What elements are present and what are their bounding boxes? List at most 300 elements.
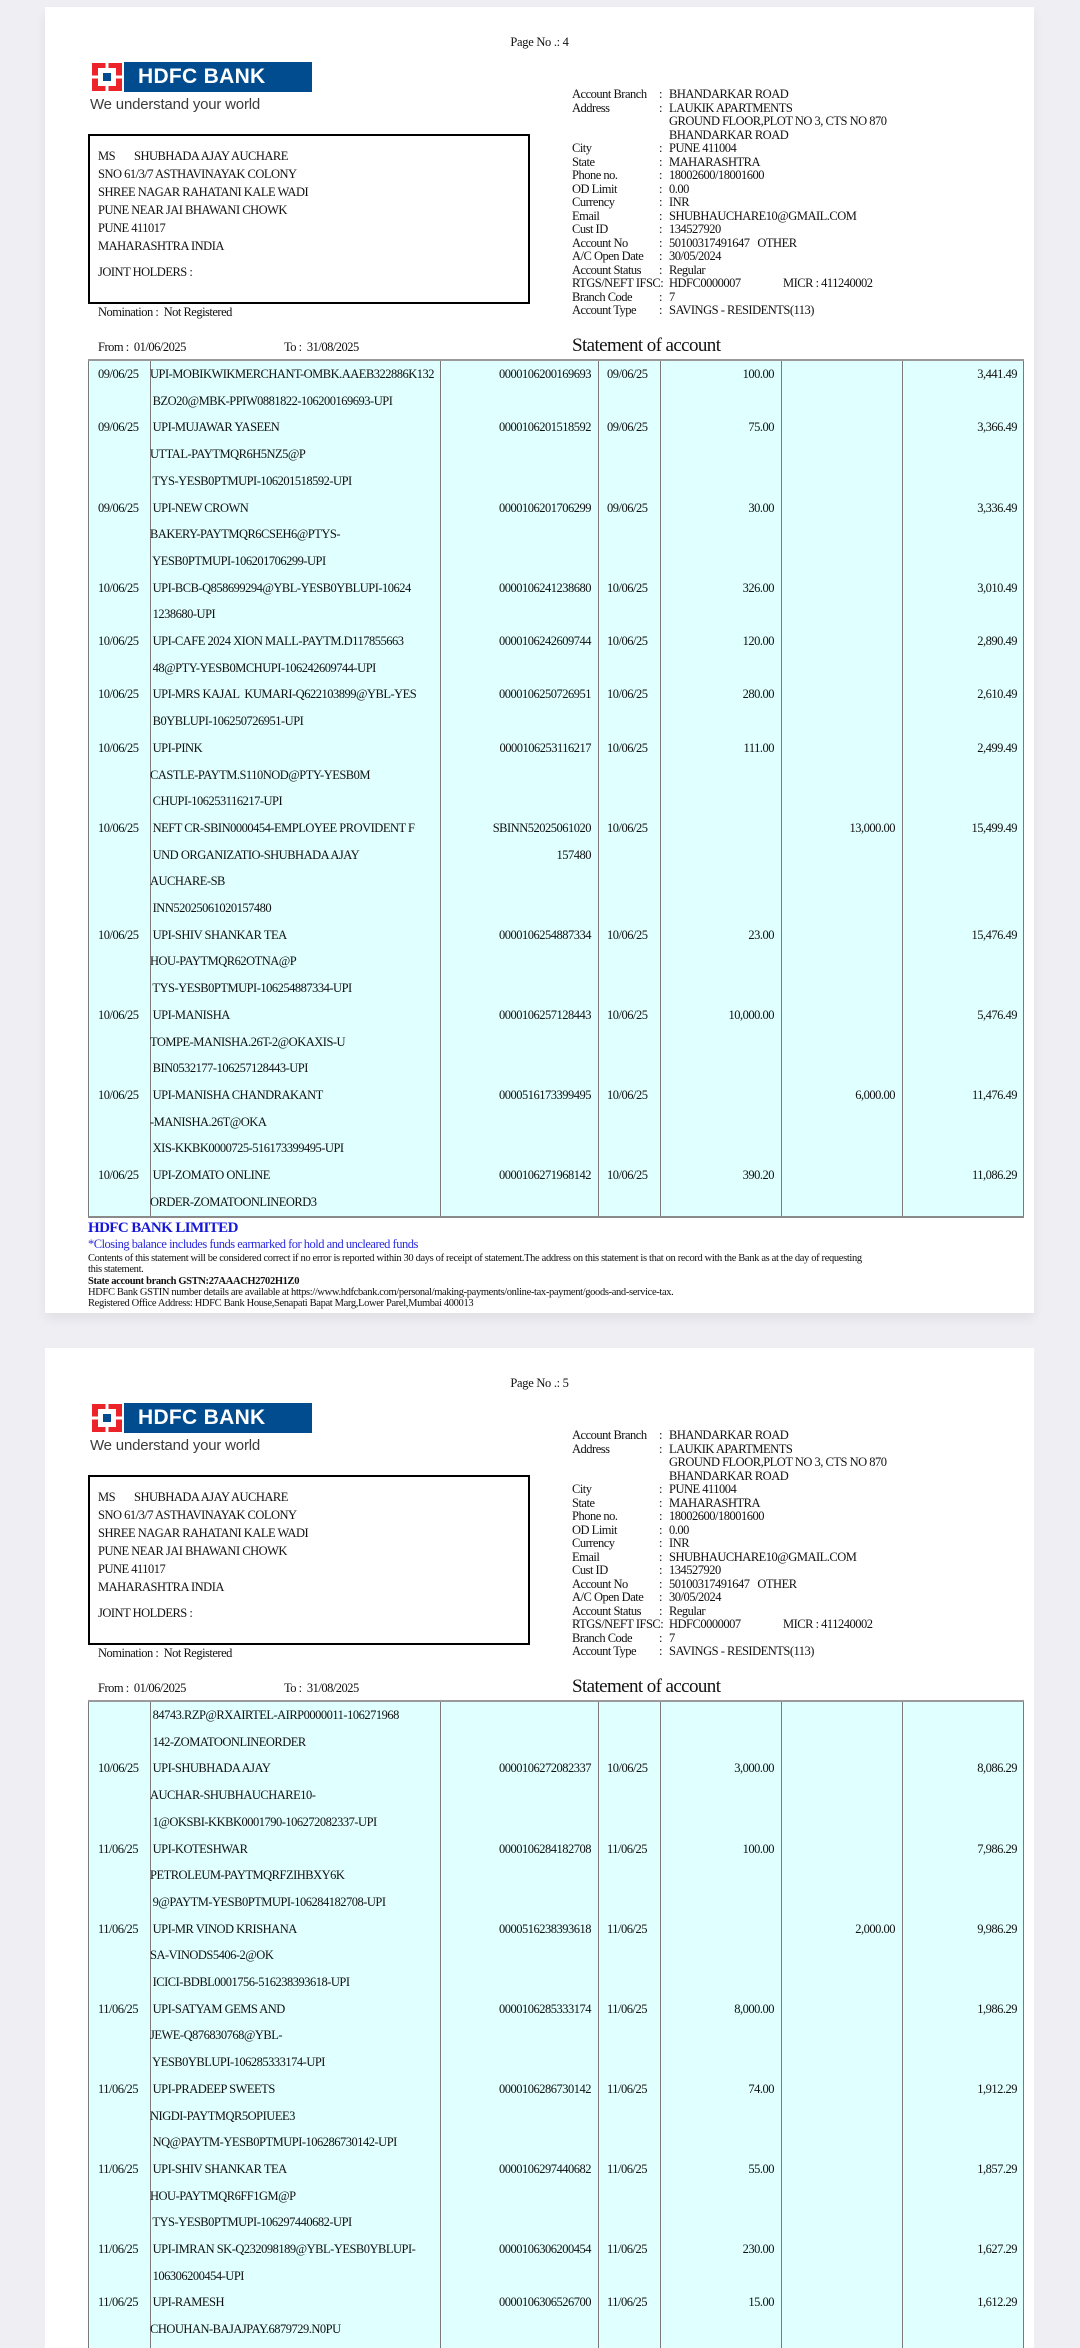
colon: : [659,1603,662,1618]
account-info-label: Account No [572,1576,628,1591]
txn-date: 10/06/25 [98,1007,139,1022]
ref-line: SBINN52025061020 [492,820,591,835]
colon: : [659,1590,662,1604]
txn-narration [150,2289,440,2342]
txn-ref-no [440,414,598,494]
account-info-label: Account Type [572,1644,637,1658]
narration-line: UPI-IMRAN SK-Q232098189@YBL-YESB0YBLUPI- [150,2242,416,2257]
account-info-value: INR [669,1536,690,1550]
colon: : [659,1630,662,1645]
account-info-label: Email [572,208,600,223]
narration-line: UPI-BCB-Q858699294@YBL-YESB0YBLUPI-10624 [150,580,411,595]
txn-deposit [781,495,902,575]
txn-balance: 2,890.49 [977,634,1017,649]
transaction-row[interactable] [88,495,1024,575]
narration-line: UTTAL-PAYTMQR6H5NZ5@P [150,447,306,462]
txn-date: 10/06/25 [98,687,139,702]
txn-date: 09/06/25 [98,367,139,381]
ref-line: 0000106306526700 [499,2295,591,2310]
colon: : [659,1509,662,1523]
txn-ref-no [440,575,598,628]
narration-line: ICICI-BDBL0001756-516238393618-UPI [150,1975,350,1990]
txn-balance: 1,857.29 [977,2161,1017,2176]
colon: : [659,87,662,101]
joint-holders: JOINT HOLDERS : [98,1606,193,1620]
colon: : [659,262,662,277]
txn-ref-no [440,2156,598,2236]
ref-line: 0000516238393618 [499,1921,591,1936]
ref-line: 0000106253116217 [499,740,591,755]
address-line: SNO 61/3/7 ASTHAVINAYAK COLONY [98,167,297,181]
txn-value-date: 10/06/25 [607,580,648,595]
transaction-row[interactable] [88,414,1024,494]
transaction-row[interactable] [88,2156,1024,2236]
period-to: To : 31/08/2025 [284,340,359,354]
account-info-value: SAVINGS - RESIDENTS(113) [669,303,814,317]
narration-line: UPI-NEW CROWN [150,500,249,515]
txn-value-date [598,1702,660,1755]
micr-code: MICR : 411240002 [783,1617,873,1631]
narration-line: BZO20@MBK-PPIW0881822-106200169693-UPI [150,393,393,408]
customer-address-box [88,1475,530,1645]
txn-date: 10/06/25 [98,820,139,835]
transaction-row[interactable] [88,1836,1024,1916]
txn-withdrawal: 390.20 [742,1168,774,1183]
ref-line: 0000106201706299 [499,500,591,515]
narration-line: NIGDI-PAYTMQR5OPIUEE3 [150,2108,295,2123]
txn-ref-no [440,2289,598,2342]
narration-line: TYS-YESB0PTMUPI-106201518592-UPI [150,473,352,488]
account-info-label: State [572,154,595,169]
txn-balance: 11,086.29 [971,1168,1017,1183]
account-info-value: GROUND FLOOR,PLOT NO 3, CTS NO 870 [669,114,887,128]
txn-date [88,1702,150,1755]
txn-balance: 8,086.29 [977,1761,1017,1776]
transaction-row[interactable] [88,1755,1024,1835]
txn-value-date: 10/06/25 [607,687,648,702]
txn-narration [150,1002,440,1082]
txn-value-date: 11/06/25 [607,2161,647,2176]
salutation: MS [98,1490,116,1504]
account-info-value: PUNE 411004 [669,1482,737,1496]
tagline: We understand your world [90,1437,261,1454]
transaction-row[interactable] [88,575,1024,628]
narration-line: JEWE-Q876830768@YBL- [150,2028,283,2043]
colon: : [659,222,662,236]
txn-withdrawal: 30.00 [748,500,774,515]
colon: : [659,154,662,169]
txn-narration [150,1162,440,1215]
colon: : [659,168,662,182]
statement-footer [88,1219,1008,1309]
address-line: SHREE NAGAR RAHATANI KALE WADI [98,185,309,199]
txn-withdrawal [660,1082,781,1162]
account-info-value: 50100317491647 OTHER [669,1576,797,1591]
hdfc-bank-logo [90,62,312,92]
ref-line: 157480 [556,847,591,862]
txn-value-date: 11/06/25 [607,1841,647,1856]
transaction-row[interactable] [88,361,1024,414]
narration-line: XIS-KKBK0000725-516173399495-UPI [150,1141,344,1156]
narration-line: B0YBLUPI-106250726951-UPI [150,714,304,729]
txn-balance: 3,010.49 [977,580,1017,595]
account-info-value: Regular [669,1603,706,1618]
narration-line: 9@PAYTM-YESB0PTMUPI-106284182708-UPI [150,1894,386,1909]
txn-withdrawal: 15.00 [748,2295,774,2310]
transaction-row[interactable] [88,2289,1024,2342]
txn-deposit [781,1702,902,1755]
txn-ref-no [440,735,598,815]
txn-balance: 1,627.29 [977,2242,1017,2257]
tagline: We understand your world [90,96,261,113]
txn-date: 10/06/25 [98,1168,139,1183]
account-info-label: Phone no. [572,1509,618,1523]
account-info-value: 30/05/2024 [669,1590,721,1604]
account-info-value: PUNE 411004 [669,141,737,155]
txn-ref-no [440,1916,598,1996]
txn-ref-no [440,1836,598,1916]
narration-line: 48@PTY-YESB0MCHUPI-106242609744-UPI [150,660,376,675]
transaction-row[interactable] [88,815,1024,922]
txn-balance: 11,476.49 [971,1087,1017,1102]
txn-balance: 1,986.29 [977,2001,1017,2016]
account-info-label: Address [572,100,610,115]
transaction-row[interactable] [88,681,1024,734]
colon: : [659,235,662,250]
ref-line: 0000106250726951 [499,687,591,702]
txn-ref-no [440,495,598,575]
narration-line: YESB0YBLUPI-106285333174-UPI [150,2055,325,2070]
txn-balance: 15,476.49 [971,927,1017,942]
txn-ref-no [440,628,598,681]
txn-withdrawal: 120.00 [742,634,774,649]
account-info-value: BHANDARKAR ROAD [669,1468,789,1483]
narration-line: UPI-MANISHA [150,1007,230,1022]
colon: : [659,100,662,115]
txn-deposit [781,681,902,734]
account-info-label: Phone no. [572,168,618,182]
txn-withdrawal: 111.00 [743,740,774,755]
txn-narration [150,681,440,734]
nomination: Nomination : Not Registered [98,1646,232,1660]
colon: : [659,1549,662,1564]
account-info-label: City [572,1482,592,1496]
txn-balance: 1,912.29 [977,2081,1017,2096]
txn-value-date: 09/06/25 [607,367,648,381]
transaction-row[interactable] [88,2236,1024,2289]
statement-page [45,1348,1034,2348]
txn-withdrawal: 74.00 [748,2081,774,2096]
narration-line: SA-VINODS5406-2@OK [150,1948,274,1963]
account-info-label: Cust ID [572,222,608,236]
txn-value-date: 10/06/25 [607,927,648,942]
colon: : [659,1536,662,1550]
narration-line: NQ@PAYTM-YESB0PTMUPI-106286730142-UPI [150,2135,397,2150]
transaction-row[interactable] [88,1082,1024,1162]
txn-withdrawal: 23.00 [748,927,774,942]
txn-value-date: 10/06/25 [607,1168,648,1183]
account-info-value: SHUBHAUCHARE10@GMAIL.COM [669,1549,857,1564]
txn-date: 11/06/25 [98,2161,138,2176]
txn-ref-no [440,1002,598,1082]
colon: : [659,208,662,223]
disclaimer: this statement. [88,1264,144,1276]
transaction-row[interactable] [88,1002,1024,1082]
txn-balance: 15,499.49 [971,820,1017,835]
transaction-row[interactable] [88,1162,1024,1215]
txn-deposit: 13,000.00 [849,820,895,835]
txn-withdrawal: 100.00 [742,1841,774,1856]
txn-ref-no [440,2236,598,2289]
narration-line: UPI-MANISHA CHANDRAKANT [150,1087,323,1102]
narration-line: UPI-PRADEEP SWEETS [150,2081,275,2096]
narration-line: CHOUHAN-BAJAJPAY.6879729.N0PU [150,2322,341,2337]
account-info-value: LAUKIK APARTMENTS [669,100,793,115]
txn-withdrawal: 280.00 [742,687,774,702]
account-info-label: A/C Open Date [572,249,644,263]
colon: : [659,1441,662,1456]
colon: : [659,303,662,317]
narration-line: UPI-CAFE 2024 XION MALL-PAYTM.D117855663 [150,634,404,649]
address-line: SNO 61/3/7 ASTHAVINAYAK COLONY [98,1508,297,1522]
narration-line: UPI-ZOMATO ONLINE [150,1168,270,1183]
txn-value-date: 11/06/25 [607,2295,647,2310]
transaction-row[interactable] [88,1916,1024,1996]
account-info-label: Branch Code [572,1630,633,1645]
txn-ref-no [440,361,598,414]
transaction-row[interactable] [88,628,1024,681]
customer-name: SHUBHADA AJAY AUCHARE [134,1490,288,1504]
account-info-value: SHUBHAUCHARE10@GMAIL.COM [669,208,857,223]
account-info-label: City [572,141,592,155]
txn-value-date: 10/06/25 [607,740,648,755]
statement-page [45,7,1034,1313]
colon: : [659,1644,662,1658]
txn-value-date: 10/06/25 [607,1087,648,1102]
statement-title: Statement of account [572,1676,721,1697]
narration-line: UPI-MOBIKWIKMERCHANT-OMBK.AAEB322886K132 [150,367,435,381]
txn-narration [150,815,440,922]
logo-text: HDFC BANK [138,65,266,88]
txn-balance: 5,476.49 [977,1007,1017,1022]
txn-date: 11/06/25 [98,1841,138,1856]
txn-narration [150,2156,440,2236]
txn-value-date: 10/06/25 [607,1761,648,1776]
narration-line: UPI-MRS KAJAL KUMARI-Q622103899@YBL-YES [150,687,417,702]
narration-line: UPI-SHIV SHANKAR TEA [150,927,287,942]
narration-line: UPI-MUJAWAR YASEEN [150,420,280,435]
colon: : [659,289,662,304]
txn-withdrawal: 55.00 [748,2161,774,2176]
page-number: Page No .: 4 [510,35,569,49]
ref-line: 0000106254887334 [499,927,591,942]
transaction-row[interactable] [88,922,1024,1002]
account-info-value: HDFC0000007 [669,1617,741,1631]
account-info-value: 30/05/2024 [669,249,721,263]
txn-value-date: 10/06/25 [607,634,648,649]
narration-line: UPI-SHIV SHANKAR TEA [150,2161,287,2176]
narration-line: UPI-KOTESHWAR [150,1841,248,1856]
narration-line: CHUPI-106253116217-UPI [150,794,283,809]
address-line: SHREE NAGAR RAHATANI KALE WADI [98,1526,309,1540]
period-from: From : 01/06/2025 [98,1681,186,1695]
txn-withdrawal [660,1702,781,1755]
address-line: MAHARASHTRA INDIA [98,239,224,253]
narration-line: ORDER-ZOMATOONLINEORD3 [150,1194,317,1209]
txn-narration [150,2236,440,2289]
disclaimer: Contents of this statement will be considered correct if no error is reported within 30 days of receipt of statement.The address on this statement is that on record with the Bank as at the day of requesting [88,1253,862,1264]
narration-line: UPI-MR VINOD KRISHANA [150,1921,297,1936]
txn-balance: 2,499.49 [977,740,1017,755]
txn-deposit: 6,000.00 [855,1087,895,1102]
colon: : [659,1428,662,1442]
colon: : [659,195,662,209]
account-info-value: INR [669,195,690,209]
txn-date: 11/06/25 [98,2295,138,2310]
address-line: PUNE 411017 [98,1562,166,1576]
account-info-value: 0.00 [669,1522,689,1537]
ref-line: 0000106242609744 [499,634,591,649]
address-line: MAHARASHTRA INDIA [98,1580,224,1594]
account-info-value: GROUND FLOOR,PLOT NO 3, CTS NO 870 [669,1455,887,1469]
account-info-label: Email [572,1549,600,1564]
ref-line: 0000106284182708 [499,1841,591,1856]
txn-value-date: 11/06/25 [607,1921,647,1936]
narration-line: TOMPE-MANISHA.26T-2@OKAXIS-U [150,1034,346,1049]
account-info-value: 0.00 [669,181,689,196]
txn-ref-no [440,922,598,1002]
txn-withdrawal: 10,000.00 [728,1007,774,1022]
statement-title: Statement of account [572,335,721,356]
txn-narration [150,2076,440,2156]
account-info-value: 18002600/18001600 [669,168,764,182]
narration-line: 1@OKSBI-KKBK0001790-106272082337-UPI [150,1814,377,1829]
txn-withdrawal: 100.00 [742,367,774,381]
txn-date: 09/06/25 [98,500,139,515]
narration-line: BAKERY-PAYTMQR6CSEH6@PTYS- [150,527,340,542]
txn-ref-no [440,1755,598,1835]
txn-balance: 3,366.49 [977,420,1017,435]
transactions-table [88,1700,1024,2348]
ref-line: 0000106201518592 [499,420,591,435]
txn-balance: 7,986.29 [977,1841,1017,1856]
account-info-value: HDFC0000007 [669,276,741,290]
txn-value-date: 11/06/25 [607,2001,647,2016]
account-info-value: LAUKIK APARTMENTS [669,1441,793,1456]
account-info-label: A/C Open Date [572,1590,644,1604]
account-info-value: MAHARASHTRA [669,154,761,169]
customer-address-box [88,134,530,304]
colon: : [659,249,662,263]
period-from: From : 01/06/2025 [98,340,186,354]
account-info-value: 50100317491647 OTHER [669,235,797,250]
txn-narration [150,628,440,681]
account-info-label: Address [572,1441,610,1456]
account-info-value: 134527920 [669,222,721,236]
colon: : [659,181,662,196]
transaction-row[interactable] [88,2076,1024,2156]
account-info-value: 18002600/18001600 [669,1509,764,1523]
address-line: PUNE NEAR JAI BHAWANI CHOWK [98,203,287,217]
txn-deposit [781,1836,902,1916]
txn-date: 10/06/25 [98,927,139,942]
account-info-label: OD Limit [572,1522,617,1537]
account-info-value: BHANDARKAR ROAD [669,1428,789,1442]
account-info-label: State [572,1495,595,1510]
txn-balance: 3,441.49 [977,367,1017,381]
account-info-label: Account No [572,235,628,250]
transaction-row[interactable] [88,735,1024,815]
narration-line: HOU-PAYTMQR62OTNA@P [150,954,297,969]
account-info-label: Currency [572,195,615,209]
narration-line: NEFT CR-SBIN0000454-EMPLOYEE PROVIDENT F [150,820,415,835]
txn-withdrawal: 230.00 [742,2242,774,2257]
txn-narration [150,922,440,1002]
narration-line: UPI-PINK [150,740,203,755]
txn-date: 11/06/25 [98,2242,138,2257]
account-info-label: Cust ID [572,1563,608,1577]
txn-date: 10/06/25 [98,634,139,649]
txn-ref-no [440,1162,598,1215]
txn-narration [150,1755,440,1835]
txn-narration [150,1836,440,1916]
txn-withdrawal: 75.00 [748,420,774,435]
customer-name: SHUBHADA AJAY AUCHARE [134,149,288,163]
ref-line: 0000106200169693 [499,367,591,381]
txn-deposit [781,575,902,628]
colon: : [659,1482,662,1496]
logo-text: HDFC BANK [138,1406,266,1429]
txn-date: 11/06/25 [98,2081,138,2096]
txn-value-date: 11/06/25 [607,2081,647,2096]
account-info-label: OD Limit [572,181,617,196]
colon: : [659,1495,662,1510]
txn-deposit [781,2236,902,2289]
narration-line: UPI-SHUBHADA AJAY [150,1761,271,1776]
salutation: MS [98,149,116,163]
narration-line: 1238680-UPI [150,607,216,622]
account-info-label: Branch Code [572,289,633,304]
txn-value-date: 11/06/25 [607,2242,647,2257]
txn-deposit [781,2076,902,2156]
ref-line: 0000106306200454 [499,2242,591,2257]
ref-line: 0000106271968142 [499,1168,591,1183]
txn-deposit [781,414,902,494]
account-info-value: BHANDARKAR ROAD [669,87,789,101]
account-info-value: BHANDARKAR ROAD [669,127,789,142]
narration-line: CASTLE-PAYTM.S110NOD@PTY-YESB0M [150,767,371,782]
txn-withdrawal: 3,000.00 [734,1761,774,1776]
narration-line: INN52025061020157480 [150,901,272,916]
transactions-table [88,359,1024,1218]
txn-balance [902,1702,1024,1755]
hdfc-bank-logo [90,1403,312,1433]
ref-line: 0000106257128443 [499,1007,591,1022]
txn-ref-no [440,1996,598,2076]
txn-ref-no [440,1702,598,1755]
account-info-label: Currency [572,1536,615,1550]
transaction-row[interactable] [88,1996,1024,2076]
transaction-row[interactable] [88,1702,1024,1755]
txn-narration [150,1082,440,1162]
account-info-label: Account Branch [572,87,647,101]
txn-date: 11/06/25 [98,1921,138,1936]
txn-deposit [781,2156,902,2236]
account-info-value: 7 [669,289,675,304]
page-number: Page No .: 5 [510,1376,569,1390]
txn-date: 10/06/25 [98,1087,139,1102]
ref-line: 0000516173399495 [499,1087,591,1102]
